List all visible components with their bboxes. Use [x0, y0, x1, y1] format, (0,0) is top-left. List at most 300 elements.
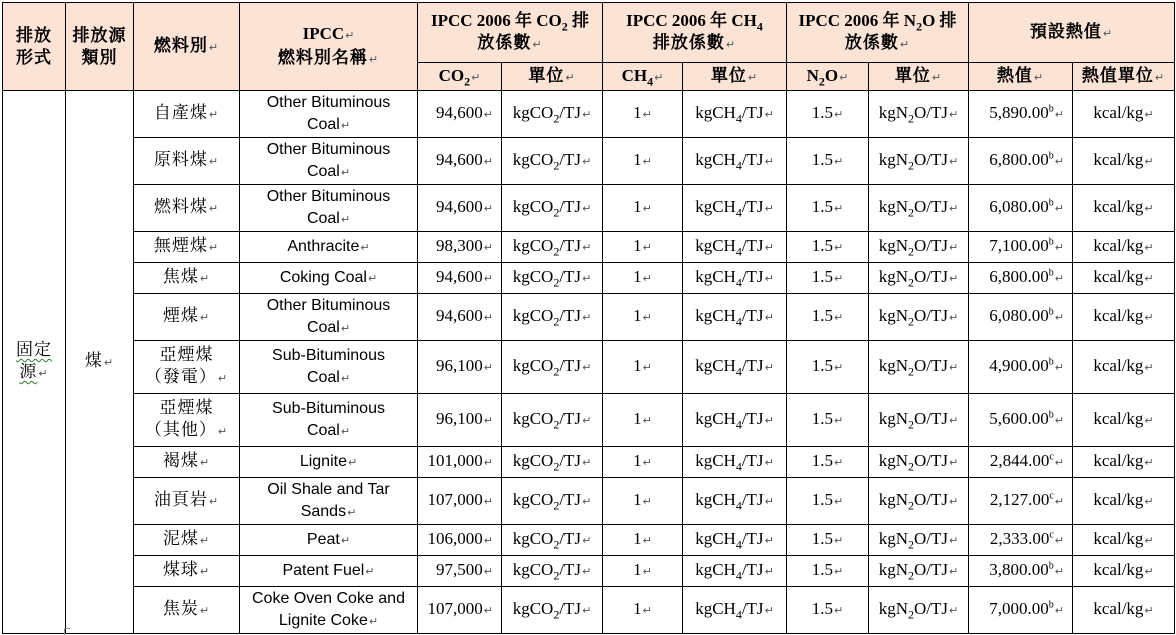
paragraph-mark-icon: ↵ [368, 614, 379, 628]
paragraph-mark-icon: ↵ [949, 456, 959, 469]
paragraph-mark-icon: ↵ [1054, 456, 1065, 469]
emission-factor-table [2, 2, 1175, 634]
heat-value-cell: 4,900.00$^b$↵ [969, 341, 1073, 394]
paragraph-mark-icon: ↵ [199, 534, 211, 547]
paragraph-mark-icon: ↵ [725, 37, 737, 51]
paragraph-mark-icon: ↵ [483, 155, 493, 168]
ipcc-fuel-name-line: Coal↵ [306, 368, 351, 386]
ch4-value-cell: 1↵ [603, 394, 683, 447]
heat-unit-cell: kcal/kg↵ [1073, 138, 1175, 185]
ch4-unit-cell: kgCH$_4$/TJ↵ [683, 91, 787, 138]
paragraph-mark-icon: ↵ [1144, 534, 1154, 547]
heat-value-cell: 6,800.00$^b$↵ [969, 138, 1073, 185]
paragraph-mark-icon: ↵ [1144, 272, 1154, 285]
paragraph-mark-icon: ↵ [642, 361, 652, 374]
paragraph-mark-icon: ↵ [1144, 155, 1154, 168]
paragraph-mark-icon: ↵ [949, 361, 959, 374]
header-heat-value-unit: 熱值單位↵ [1073, 63, 1175, 91]
n2o-unit-cell: kgN$_2$O/TJ↵ [869, 138, 969, 185]
paragraph-mark-icon: ↵ [340, 321, 351, 335]
footnote-mark: b [1048, 599, 1054, 611]
co2-value-cell: 96,100↵ [418, 394, 502, 447]
n2o-value-cell: 1.5↵ [787, 478, 869, 525]
ipcc-fuel-name-cell [240, 447, 418, 478]
table-row [3, 138, 1175, 185]
co2-value-cell: 94,600↵ [418, 263, 502, 294]
fuel-type-cell [134, 138, 240, 185]
ipcc-fuel-name-line: Coking Coal↵ [279, 268, 378, 286]
fuel-type-line: 焦煤↵ [162, 267, 211, 287]
fuel-type-line: 焦炭↵ [162, 599, 211, 619]
fuel-type-line: （其他）↵ [144, 420, 229, 440]
fuel-type-cell [134, 341, 240, 394]
paragraph-mark-icon: ↵ [365, 564, 375, 578]
paragraph-mark-icon: ↵ [764, 414, 774, 427]
paragraph-mark-icon: ↵ [642, 414, 652, 427]
paragraph-mark-icon: ↵ [208, 40, 220, 54]
n2o-value-cell: 1.5↵ [787, 341, 869, 394]
paragraph-mark-icon: ↵ [949, 108, 959, 121]
emission-type-line2: 源↵ [19, 362, 49, 382]
table-row [3, 91, 1175, 138]
paragraph-mark-icon: ↵ [834, 534, 844, 547]
paragraph-mark-icon: ↵ [764, 241, 774, 254]
fuel-type-cell [134, 394, 240, 447]
co2-unit-cell: kgCO$_2$/TJ↵ [502, 91, 603, 138]
fuel-type-line: 自產煤↵ [153, 103, 220, 123]
n2o-unit-cell: kgN$_2$O/TJ↵ [869, 525, 969, 556]
header-co2-group-line1: IPCC 2006 年 $CO_2$ 排 [430, 10, 590, 33]
paragraph-mark-icon: ↵ [834, 604, 844, 617]
header-emission-type-line2: 形式 [16, 47, 52, 68]
ipcc-fuel-name-line: Coke Oven Coke and [252, 589, 405, 607]
paragraph-mark-icon: ↵ [368, 52, 380, 66]
fuel-type-line: （發電）↵ [144, 367, 229, 387]
heat-unit-cell: kcal/kg↵ [1073, 525, 1175, 556]
co2-value-cell: 96,100↵ [418, 341, 502, 394]
co2-unit-cell: kgCO$_2$/TJ↵ [502, 232, 603, 263]
paragraph-mark-icon: ↵ [1054, 311, 1065, 324]
n2o-unit-cell: kgN$_2$O/TJ↵ [869, 263, 969, 294]
paragraph-mark-icon: ↵ [38, 367, 49, 380]
paragraph-mark-icon: ↵ [483, 604, 493, 617]
paragraph-mark-icon: ↵ [103, 356, 115, 369]
header-ch4-group-line2: 排放係數↵ [652, 32, 737, 53]
footnote-mark: c [1049, 529, 1054, 541]
fuel-type-line: 褐煤↵ [162, 451, 211, 471]
ch4-unit-cell: kgCH$_4$/TJ↵ [683, 447, 787, 478]
n2o-value-cell: 1.5↵ [787, 263, 869, 294]
paragraph-mark-icon: ↵ [582, 241, 592, 254]
fuel-type-line: 亞煙煤 [159, 345, 214, 365]
table-row [3, 447, 1175, 478]
paragraph-mark-icon: ↵ [764, 155, 774, 168]
paragraph-mark-icon: ↵ [217, 372, 229, 385]
paragraph-mark-icon: ↵ [199, 456, 211, 469]
paragraph-mark-icon: ↵ [642, 565, 652, 578]
paragraph-mark-icon: ↵ [532, 37, 543, 51]
header-source-category [66, 3, 134, 91]
co2-unit-cell: kgCO$_2$/TJ↵ [502, 138, 603, 185]
header-ch4-group [603, 3, 787, 63]
paragraph-mark-icon: ↵ [949, 272, 959, 285]
co2-value-cell: 101,000↵ [418, 447, 502, 478]
ch4-value-cell: 1↵ [603, 556, 683, 587]
ch4-value-cell: 1↵ [603, 525, 683, 556]
header-ipcc-fuel-name-line2: 燃料別名稱↵ [277, 47, 380, 68]
ch4-unit-cell: kgCH$_4$/TJ↵ [683, 294, 787, 341]
ipcc-fuel-name-line: Other Bituminous [266, 296, 391, 314]
paragraph-mark-icon: ↵ [199, 604, 211, 617]
header-n2o-group [787, 3, 969, 63]
ipcc-fuel-name-cell [240, 91, 418, 138]
paragraph-mark-icon: ↵ [199, 565, 211, 578]
n2o-value-cell: 1.5↵ [787, 525, 869, 556]
paragraph-mark-icon: ↵ [483, 272, 493, 285]
footnote-mark: c [1049, 490, 1054, 502]
paragraph-mark-icon: ↵ [949, 565, 959, 578]
ch4-unit-cell: kgCH$_4$/TJ↵ [683, 232, 787, 263]
n2o-unit-cell: kgN$_2$O/TJ↵ [869, 447, 969, 478]
ch4-value-cell: 1↵ [603, 263, 683, 294]
footnote-mark: b [1048, 409, 1054, 421]
ch4-unit-cell: kgCH$_4$/TJ↵ [683, 341, 787, 394]
ch4-value-cell: 1↵ [603, 91, 683, 138]
paragraph-mark-icon: ↵ [1102, 26, 1114, 40]
paragraph-mark-icon: ↵ [347, 455, 358, 469]
header-n2o-unit: 單位↵ [869, 63, 969, 91]
paragraph-mark-icon: ↵ [834, 272, 844, 285]
ipcc-fuel-name-line: Lignite Coke↵ [278, 611, 379, 629]
n2o-unit-cell: kgN$_2$O/TJ↵ [869, 478, 969, 525]
fuel-type-line: 無煙煤↵ [153, 236, 220, 256]
fuel-type-line: 泥煤↵ [162, 529, 211, 549]
paragraph-mark-icon: ↵ [1054, 414, 1065, 427]
ipcc-fuel-name-line: Sands↵ [300, 502, 357, 520]
paragraph-mark-icon: ↵ [949, 534, 959, 547]
paragraph-mark-icon: ↵ [360, 240, 370, 254]
paragraph-mark-icon: ↵ [839, 70, 849, 84]
heat-unit-cell: kcal/kg↵ [1073, 185, 1175, 232]
n2o-unit-cell: kgN$_2$O/TJ↵ [869, 556, 969, 587]
ipcc-fuel-name-line: Anthracite↵ [287, 237, 370, 255]
paragraph-mark-icon: ↵ [1054, 108, 1065, 121]
paragraph-mark-icon: ↵ [582, 272, 592, 285]
ch4-unit-cell: kgCH$_4$/TJ↵ [683, 185, 787, 232]
ch4-unit-cell: kgCH$_4$/TJ↵ [683, 394, 787, 447]
heat-unit-cell: kcal/kg↵ [1073, 263, 1175, 294]
paragraph-mark-icon: ↵ [582, 361, 592, 374]
paragraph-mark-icon: ↵ [582, 414, 592, 427]
header-fuel-type-label: 燃料別 [153, 35, 208, 56]
paragraph-mark-icon: ↵ [949, 202, 959, 215]
ch4-unit-cell: kgCH$_4$/TJ↵ [683, 525, 787, 556]
paragraph-mark-icon: ↵ [471, 70, 481, 84]
heat-value-cell: 2,333.00$^c$↵ [969, 525, 1073, 556]
ipcc-fuel-name-line: Coal↵ [306, 115, 351, 133]
ipcc-fuel-name-line: Other Bituminous [266, 140, 391, 158]
paragraph-mark-icon: ↵ [642, 241, 652, 254]
table-header [3, 3, 1175, 91]
co2-value-cell: 94,600↵ [418, 294, 502, 341]
ipcc-fuel-name-line: Coal↵ [306, 318, 351, 336]
paragraph-mark-icon: ↵ [208, 495, 220, 508]
n2o-unit-cell: kgN$_2$O/TJ↵ [869, 91, 969, 138]
paragraph-mark-icon: ↵ [931, 70, 943, 84]
footnote-mark: b [1048, 236, 1054, 248]
paragraph-mark-icon: ↵ [582, 604, 592, 617]
n2o-unit-cell: kgN$_2$O/TJ↵ [869, 587, 969, 634]
fuel-type-cell [134, 525, 240, 556]
co2-value-cell: 98,300↵ [418, 232, 502, 263]
footnote-mark: b [1048, 356, 1054, 368]
paragraph-mark-icon: ↵ [367, 271, 378, 285]
co2-unit-cell: kgCO$_2$/TJ↵ [502, 263, 603, 294]
header-ipcc-fuel-name [240, 3, 418, 91]
paragraph-mark-icon: ↵ [483, 456, 493, 469]
paragraph-mark-icon: ↵ [1144, 361, 1154, 374]
ch4-value-cell: 1↵ [603, 447, 683, 478]
paragraph-mark-icon: ↵ [1033, 70, 1045, 84]
paragraph-mark-icon: ↵ [582, 108, 592, 121]
paragraph-mark-icon: ↵ [347, 505, 357, 519]
header-co2-group-line2: 放係數↵ [477, 32, 543, 53]
paragraph-mark-icon: ↵ [764, 495, 774, 508]
paragraph-mark-icon: ↵ [764, 311, 774, 324]
paragraph-mark-icon: ↵ [582, 311, 592, 324]
paragraph-mark-icon: ↵ [208, 241, 220, 254]
ipcc-fuel-name-line: Lignite↵ [299, 452, 358, 470]
n2o-value-cell: 1.5↵ [787, 138, 869, 185]
heat-unit-cell: kcal/kg↵ [1073, 294, 1175, 341]
paragraph-mark-icon: ↵ [764, 108, 774, 121]
ipcc-fuel-name-line: Other Bituminous [266, 187, 391, 205]
fuel-type-line: 煤球↵ [162, 560, 211, 580]
ch4-value-cell: 1↵ [603, 341, 683, 394]
paragraph-mark-icon: ↵ [199, 272, 211, 285]
paragraph-mark-icon: ↵ [642, 311, 652, 324]
ch4-unit-cell: kgCH$_4$/TJ↵ [683, 263, 787, 294]
ipcc-fuel-name-line: Peat↵ [306, 530, 351, 548]
n2o-unit-cell: kgN$_2$O/TJ↵ [869, 294, 969, 341]
co2-unit-cell: kgCO$_2$/TJ↵ [502, 294, 603, 341]
paragraph-mark-icon: ↵ [483, 311, 493, 324]
co2-value-cell: 94,600↵ [418, 138, 502, 185]
ipcc-fuel-name-cell [240, 294, 418, 341]
paragraph-mark-icon: ↵ [764, 202, 774, 215]
ipcc-fuel-name-cell [240, 587, 418, 634]
paragraph-mark-icon: ↵ [642, 108, 652, 121]
paragraph-mark-icon: ↵ [1054, 202, 1065, 215]
paragraph-mark-icon: ↵ [582, 495, 592, 508]
header-ch4: $CH_4↵$ [603, 63, 683, 91]
footnote-mark: b [1048, 267, 1054, 279]
heat-value-cell: 5,600.00$^b$↵ [969, 394, 1073, 447]
heat-value-cell: 2,844.00$^c$↵ [969, 447, 1073, 478]
ch4-unit-cell: kgCH$_4$/TJ↵ [683, 587, 787, 634]
paragraph-mark-icon: ↵ [764, 534, 774, 547]
paragraph-mark-icon: ↵ [1054, 155, 1065, 168]
fuel-type-line: 油頁岩↵ [153, 490, 220, 510]
co2-unit-cell: kgCO$_2$/TJ↵ [502, 478, 603, 525]
co2-unit-cell: kgCO$_2$/TJ↵ [502, 525, 603, 556]
n2o-value-cell: 1.5↵ [787, 294, 869, 341]
fuel-type-cell [134, 587, 240, 634]
co2-unit-cell: kgCO$_2$/TJ↵ [502, 587, 603, 634]
header-heat-value: 熱值↵ [969, 63, 1073, 91]
ipcc-fuel-name-line: Coal↵ [306, 209, 351, 227]
fuel-type-cell [134, 294, 240, 341]
co2-value-cell: 94,600↵ [418, 185, 502, 232]
paragraph-mark-icon: ↵ [565, 70, 576, 84]
paragraph-mark-icon: ↵ [208, 155, 220, 168]
n2o-value-cell: 1.5↵ [787, 185, 869, 232]
co2-value-cell: 106,000↵ [418, 525, 502, 556]
ipcc-fuel-name-cell [240, 341, 418, 394]
paragraph-mark-icon: ↵ [834, 241, 844, 254]
ipcc-fuel-name-cell [240, 232, 418, 263]
fuel-type-cell [134, 263, 240, 294]
paragraph-mark-icon: ↵ [483, 108, 493, 121]
paragraph-mark-icon: ↵ [949, 495, 959, 508]
paragraph-mark-icon: ↵ [834, 361, 844, 374]
emission-type-line1: 固定 [16, 340, 52, 360]
fuel-type-cell [134, 447, 240, 478]
heat-unit-cell: kcal/kg↵ [1073, 232, 1175, 263]
paragraph-mark-icon: ↵ [340, 118, 351, 132]
table-row [3, 394, 1175, 447]
header-co2: $CO_2↵$ [418, 63, 502, 91]
ipcc-fuel-name-cell [240, 556, 418, 587]
paragraph-mark-icon: ↵ [208, 108, 220, 121]
table-row [3, 232, 1175, 263]
ch4-value-cell: 1↵ [603, 587, 683, 634]
paragraph-mark-icon: ↵ [340, 424, 351, 438]
paragraph-mark-icon: ↵ [899, 37, 911, 51]
ipcc-fuel-name-cell [240, 185, 418, 232]
paragraph-mark-icon: ↵ [642, 534, 652, 547]
paragraph-mark-icon: ↵ [642, 456, 652, 469]
ch4-value-cell: 1↵ [603, 185, 683, 232]
paragraph-mark-icon: ↵ [834, 414, 844, 427]
heat-unit-cell: kcal/kg↵ [1073, 341, 1175, 394]
paragraph-mark-icon: ↵ [1144, 108, 1154, 121]
fuel-type-cell [134, 232, 240, 263]
fuel-type-line: 原料煤↵ [153, 150, 220, 170]
co2-unit-cell: kgCO$_2$/TJ↵ [502, 394, 603, 447]
paragraph-mark-icon: ↵ [1054, 241, 1065, 254]
paragraph-mark-icon: ↵ [764, 565, 774, 578]
paragraph-mark-icon: ↵ [834, 108, 844, 121]
heat-value-cell: 5,890.00$^b$↵ [969, 91, 1073, 138]
table-row [3, 556, 1175, 587]
ch4-unit-cell: kgCH$_4$/TJ↵ [683, 478, 787, 525]
paragraph-mark-icon: ↵ [834, 565, 844, 578]
co2-unit-cell: kgCO$_2$/TJ↵ [502, 341, 603, 394]
paragraph-mark-icon: ↵ [1144, 565, 1154, 578]
header-ch4-unit: 單位↵ [683, 63, 787, 91]
paragraph-mark-icon: ↵ [1054, 604, 1065, 617]
fuel-type-cell [134, 556, 240, 587]
paragraph-mark-icon: ↵ [642, 202, 652, 215]
fuel-type-line: 亞煙煤 [159, 398, 214, 418]
footnote-mark: b [1048, 560, 1054, 572]
source-category-cell [66, 91, 134, 634]
paragraph-mark-icon: ↵ [1144, 311, 1154, 324]
paragraph-mark-icon: ↵ [340, 533, 351, 547]
paragraph-mark-icon: ↵ [1144, 414, 1154, 427]
paragraph-mark-icon: ↵ [834, 495, 844, 508]
table-row [3, 341, 1175, 394]
paragraph-mark-icon: ↵ [949, 604, 959, 617]
header-ch4-group-line1: IPCC 2006 年 $CH_4$ [626, 10, 763, 33]
header-ipcc-fuel-name-line1: IPCC↵ [302, 23, 355, 43]
ch4-value-cell: 1↵ [603, 294, 683, 341]
co2-value-cell: 94,600↵ [418, 91, 502, 138]
header-co2-unit: 單位↵ [502, 63, 603, 91]
paragraph-mark-icon: ↵ [642, 604, 652, 617]
paragraph-mark-icon: ↵ [1144, 241, 1154, 254]
ipcc-fuel-name-cell [240, 478, 418, 525]
paragraph-mark-icon: ↵ [1054, 565, 1065, 578]
co2-unit-cell: kgCO$_2$/TJ↵ [502, 556, 603, 587]
paragraph-mark-icon: ↵ [949, 241, 959, 254]
fuel-type-cell [134, 91, 240, 138]
ipcc-fuel-name-cell [240, 263, 418, 294]
n2o-unit-cell: kgN$_2$O/TJ↵ [869, 185, 969, 232]
ipcc-fuel-name-line: Coal↵ [306, 421, 351, 439]
n2o-unit-cell: kgN$_2$O/TJ↵ [869, 232, 969, 263]
heat-value-cell: 2,127.00$^c$↵ [969, 478, 1073, 525]
paragraph-mark-icon: ↵ [582, 534, 592, 547]
n2o-unit-cell: kgN$_2$O/TJ↵ [869, 341, 969, 394]
ipcc-fuel-name-cell [240, 394, 418, 447]
fuel-type-line: 煙煤↵ [162, 306, 211, 326]
header-row-1 [3, 3, 1175, 63]
ipcc-fuel-name-line: Sub-Bituminous [272, 346, 385, 364]
paragraph-mark-icon: ↵ [483, 495, 493, 508]
paragraph-mark-icon: ↵ [642, 495, 652, 508]
paragraph-mark-icon: ↵ [1054, 272, 1065, 285]
paragraph-mark-icon: ↵ [582, 202, 592, 215]
paragraph-mark-icon: ↵ [208, 202, 220, 215]
ipcc-fuel-name-line: Patent Fuel↵ [282, 561, 375, 579]
heat-value-cell: 6,080.00$^b$↵ [969, 294, 1073, 341]
footnote-mark: b [1048, 306, 1054, 318]
paragraph-mark-icon: ↵ [217, 425, 229, 438]
header-source-category-line2: 類別 [81, 47, 118, 68]
header-fuel-type [134, 3, 240, 91]
paragraph-mark-icon: ↵ [642, 155, 652, 168]
table-body [3, 91, 1175, 634]
paragraph-mark-icon: ↵ [642, 272, 652, 285]
paragraph-mark-icon: ↵ [582, 456, 592, 469]
source-category-label: 煤 [84, 351, 103, 371]
paragraph-mark-icon: ↵ [483, 414, 493, 427]
ch4-unit-cell: kgCH$_4$/TJ↵ [683, 556, 787, 587]
heat-unit-cell: kcal/kg↵ [1073, 478, 1175, 525]
paragraph-mark-icon: ↵ [340, 212, 351, 226]
paragraph-mark-icon: ↵ [834, 202, 844, 215]
co2-unit-cell: kgCO$_2$/TJ↵ [502, 447, 603, 478]
n2o-value-cell: 1.5↵ [787, 232, 869, 263]
paragraph-mark-icon: ↵ [747, 70, 759, 84]
fuel-type-line: 燃料煤↵ [153, 197, 220, 217]
paragraph-mark-icon: ↵ [764, 272, 774, 285]
ipcc-fuel-name-line: Other Bituminous [266, 93, 391, 111]
paragraph-mark-icon: ↵ [1144, 456, 1154, 469]
paragraph-mark-icon: ↵ [654, 70, 664, 84]
